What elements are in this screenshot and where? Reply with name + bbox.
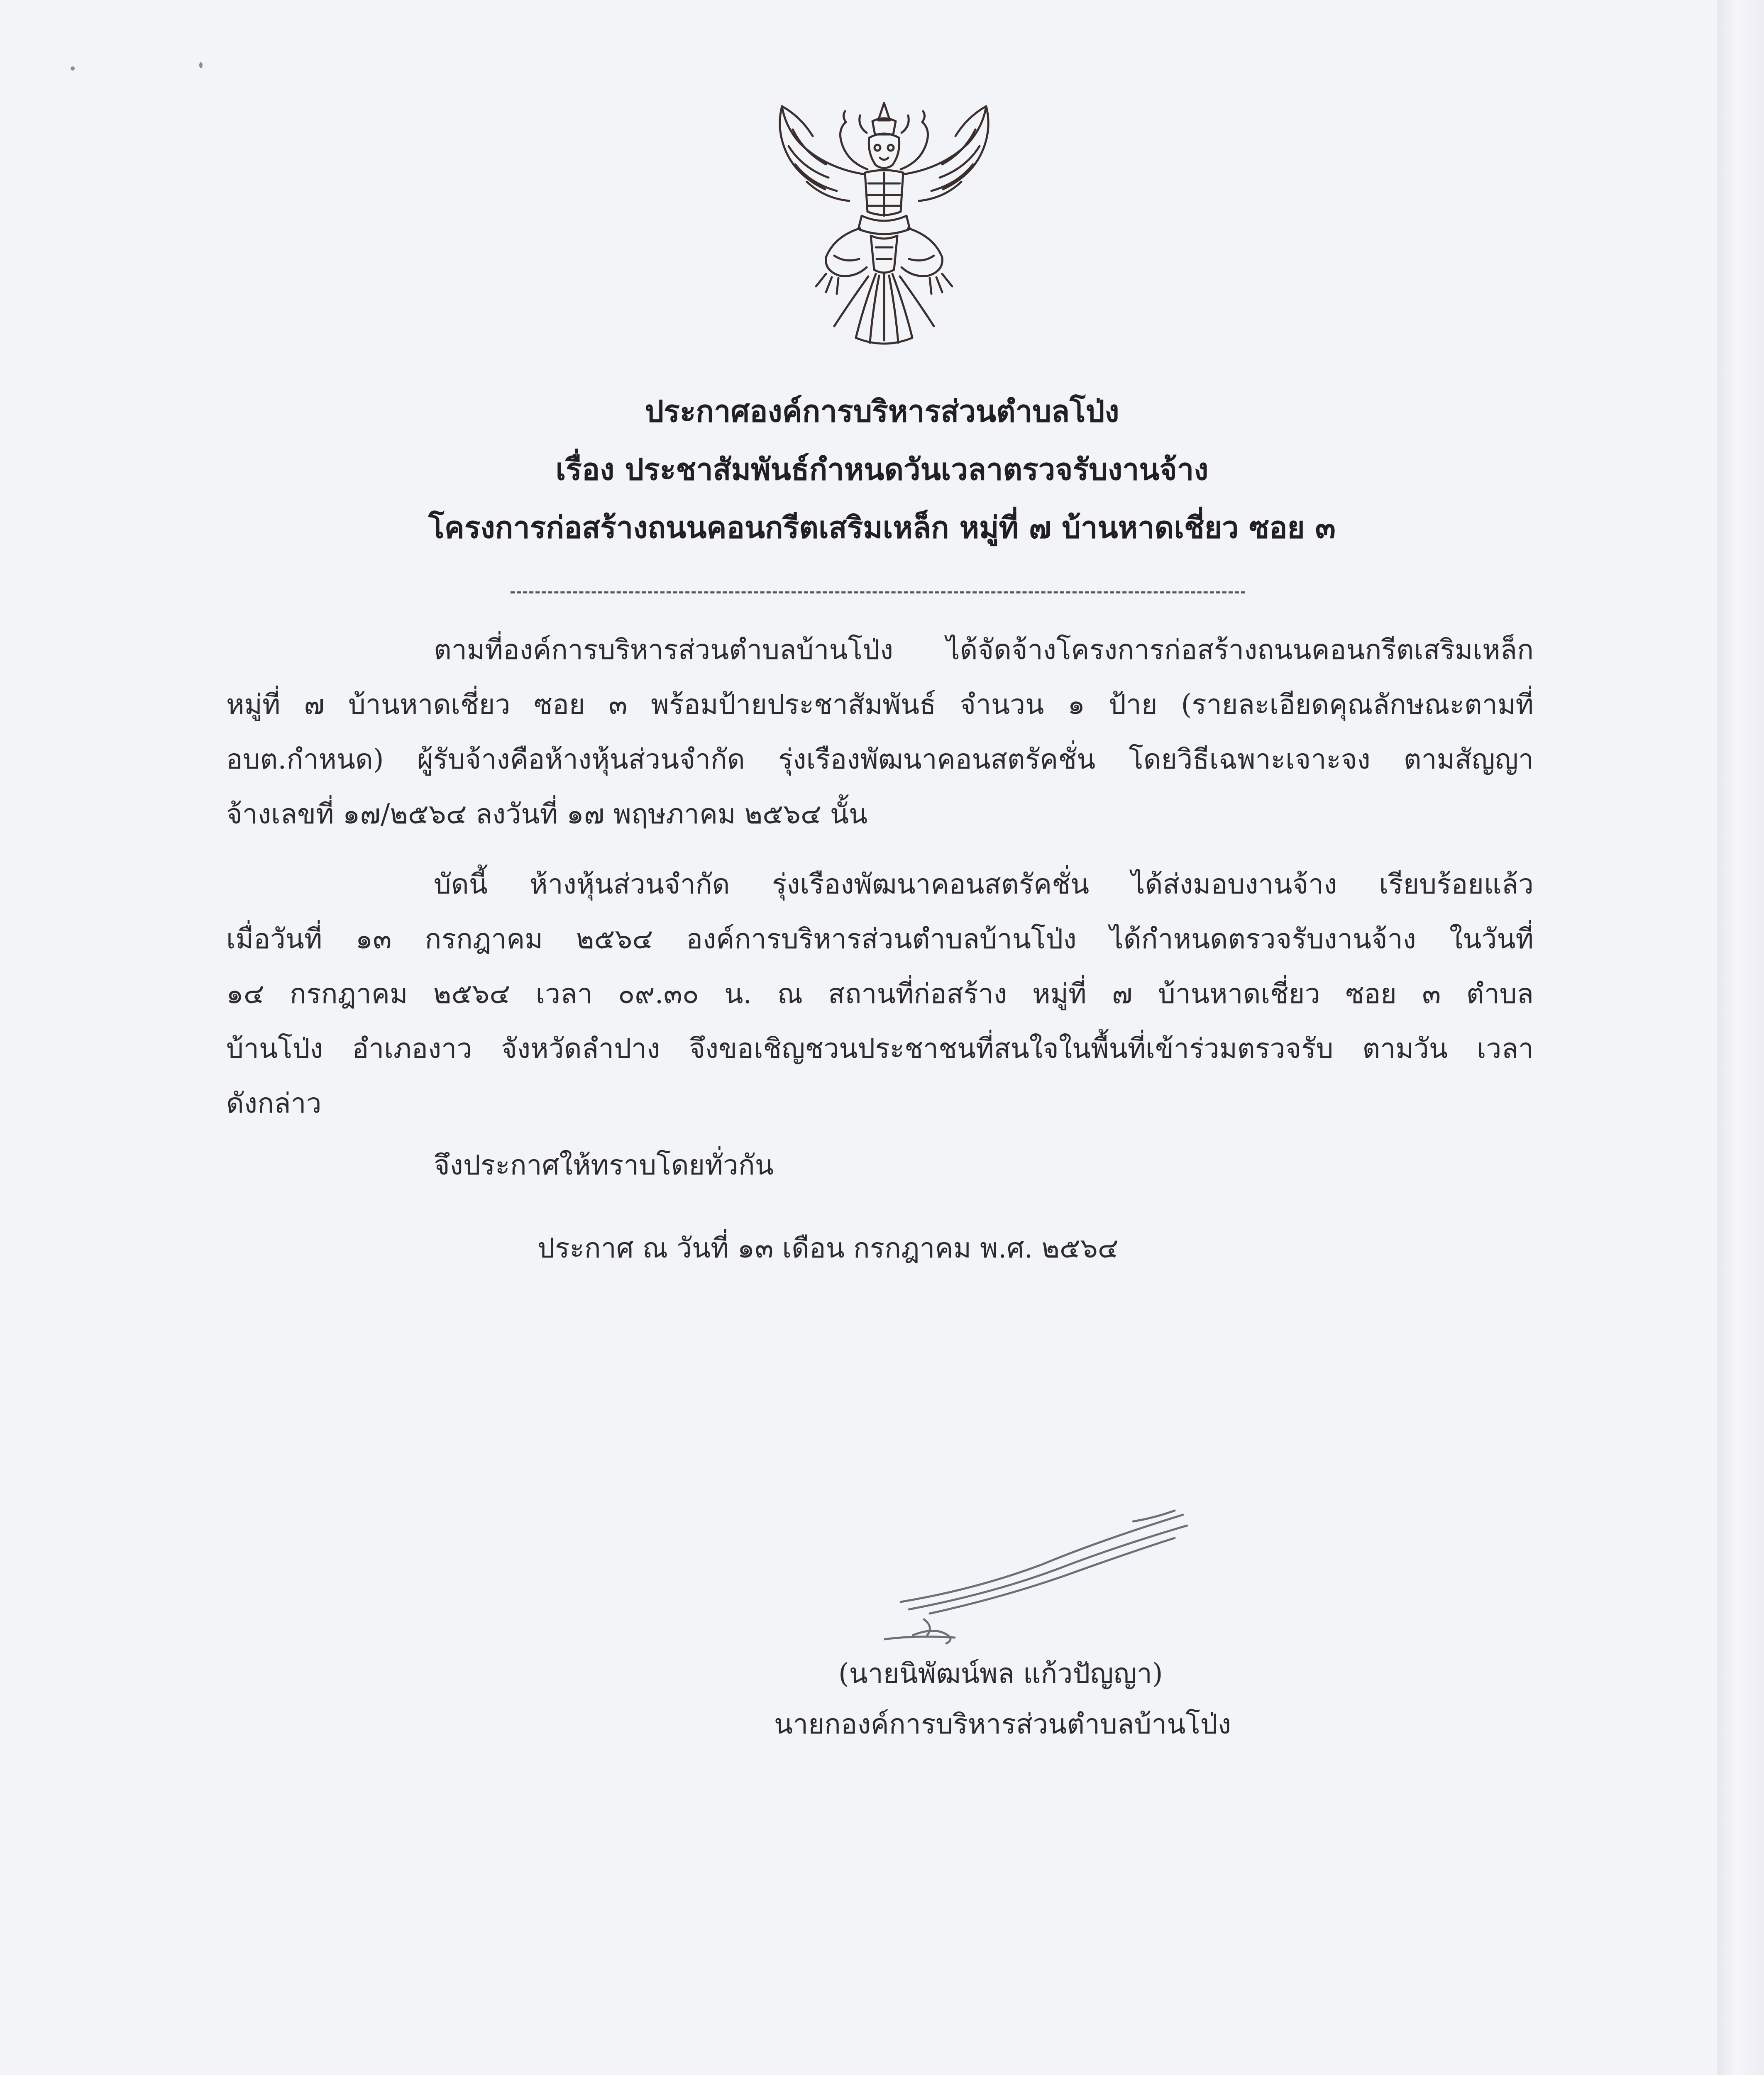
scan-speck <box>199 62 203 68</box>
paragraph-line: เมื่อวันที่ ๑๓ กรกฎาคม ๒๕๖๔ องค์การบริหารส่วนตำบลบ้านโป่ง ได้กำหนดตรวจรับงานจ้าง ในวันที่ <box>226 923 1534 955</box>
project-title: โครงการก่อสร้างถนนคอนกรีตเสริมเหล็ก หมู่ที่ ๗ บ้านหาดเชี่ยว ซอย ๓ <box>428 510 1336 545</box>
announcement-date: ประกาศ ณ วันที่ ๑๓ เดือน กรกฎาคม พ.ศ. ๒๕๖๔ <box>538 1232 1119 1264</box>
paragraph-line: หมู่ที่ ๗ บ้านหาดเชี่ยว ซอย ๓ พร้อมป้ายประชาสัมพันธ์ จำนวน ๑ ป้าย (รายละเอียดคุณลักษณะตามที่ <box>226 688 1534 720</box>
scan-speck <box>71 66 75 71</box>
dashed-divider <box>511 591 1245 593</box>
announcement-subject: เรื่อง ประชาสัมพันธ์กำหนดวันเวลาตรวจรับงานจ้าง <box>555 452 1209 487</box>
paragraph-line: บ้านโป่ง อำเภองาว จังหวัดลำปาง จึงขอเชิญชวนประชาชนที่สนใจในพื้นที่เข้าร่วมตรวจรับ ตามวัน เวลา <box>226 1033 1534 1064</box>
page-edge-shadow <box>1718 0 1764 2075</box>
garuda-emblem-icon <box>764 91 1004 357</box>
paragraph-line: ตามที่องค์การบริหารส่วนตำบลบ้านโป่ง ได้จัดจ้างโครงการก่อสร้างถนนคอนกรีตเสริมเหล็ก <box>434 634 1534 666</box>
closing-statement: จึงประกาศให้ทราบโดยทั่วกัน <box>434 1149 774 1181</box>
signatory-name: (นายนิพัฒน์พล แก้วปัญญา) <box>838 1658 1163 1689</box>
paragraph-line: อบต.กำหนด) ผู้รับจ้างคือห้างหุ้นส่วนจำกัด รุ่งเรืองพัฒนาคอนสตรัคชั่น โดยวิธีเฉพาะเจาะจง ตามสัญญา <box>226 743 1534 775</box>
paragraph-line: ดังกล่าว <box>226 1087 322 1119</box>
paragraph-line: จ้างเลขที่ ๑๗/๒๕๖๔ ลงวันที่ ๑๗ พฤษภาคม ๒๕๖๔ นั้น <box>226 798 868 830</box>
signatory-position: นายกองค์การบริหารส่วนตำบลบ้านโป่ง <box>774 1708 1231 1740</box>
paragraph-line: บัดนี้ ห้างหุ้นส่วนจำกัด รุ่งเรืองพัฒนาคอนสตรัคชั่น ได้ส่งมอบงานจ้าง เรียบร้อยแล้ว <box>434 868 1534 900</box>
handwritten-signature-icon <box>884 1502 1216 1652</box>
paragraph-line: ๑๔ กรกฎาคม ๒๕๖๔ เวลา ๐๙.๓๐ น. ณ สถานที่ก่อสร้าง หมู่ที่ ๗ บ้านหาดเชี่ยว ซอย ๓ ตำบล <box>226 978 1534 1010</box>
paragraph-project-details <box>226 622 1534 842</box>
announcement-title: ประกาศองค์การบริหารส่วนตำบลโป่ง <box>645 394 1119 429</box>
paragraph-inspection-schedule <box>226 857 1534 1131</box>
